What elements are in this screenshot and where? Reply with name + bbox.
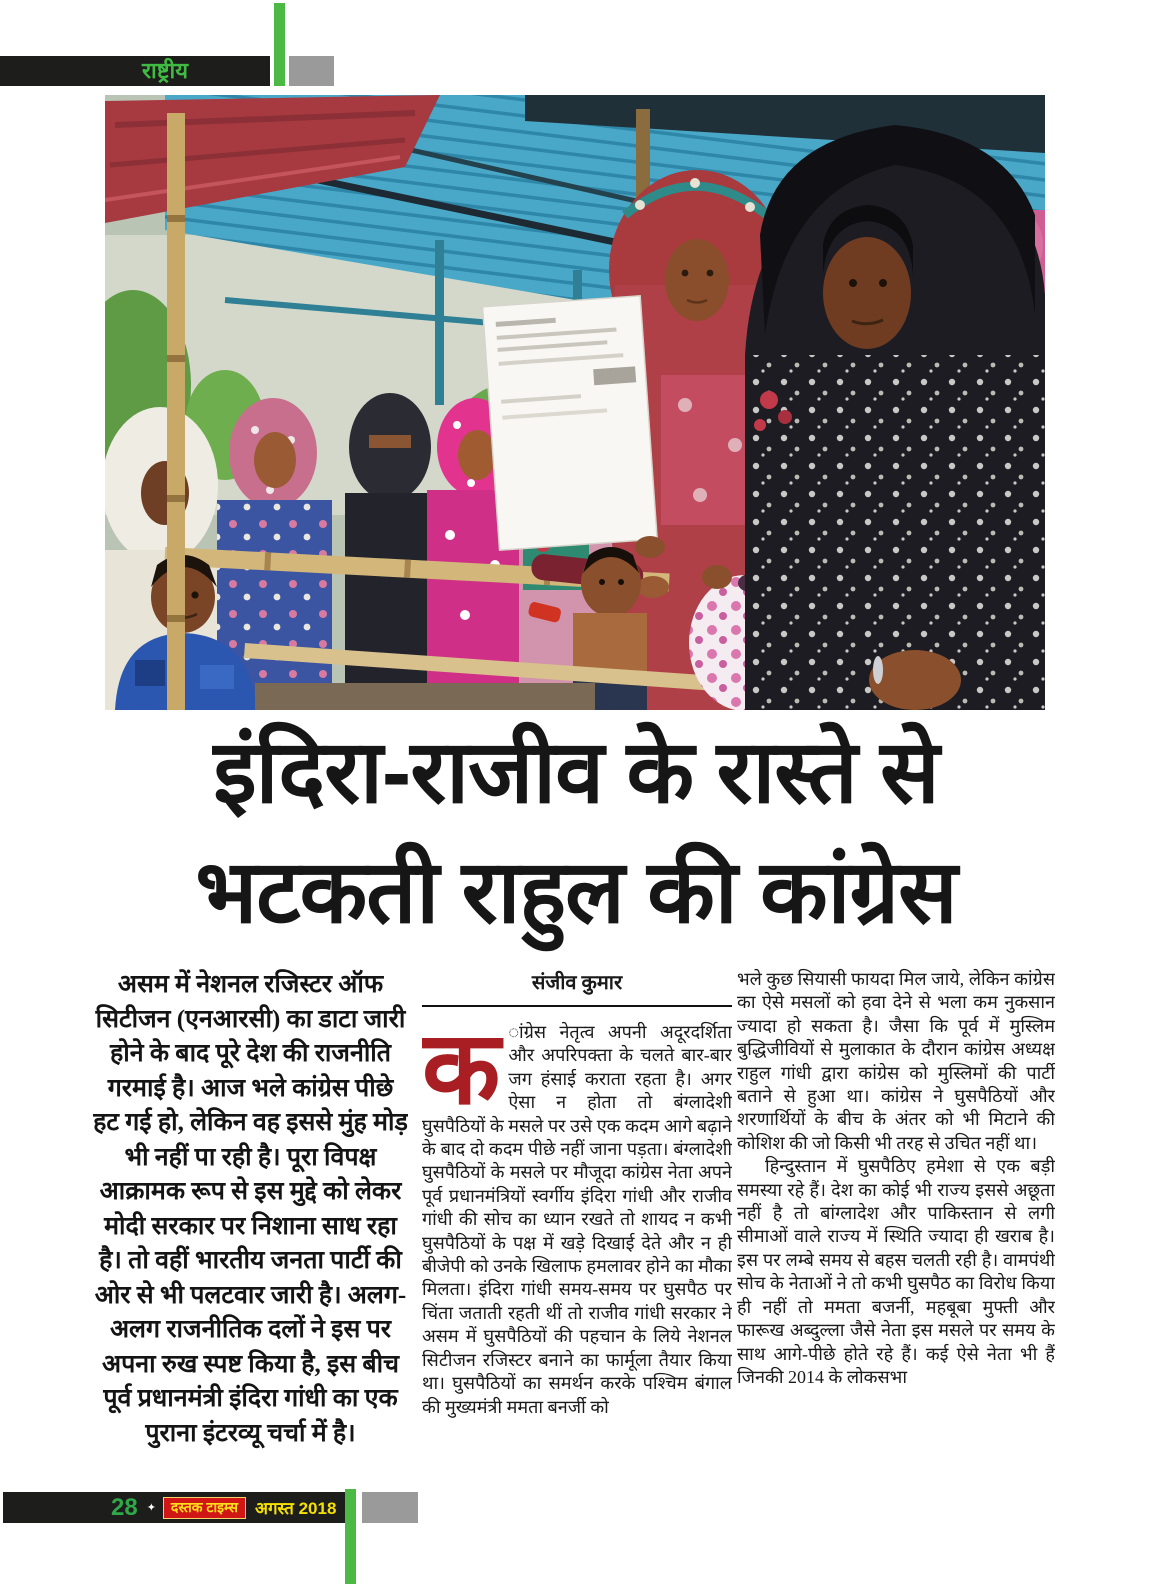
magazine-logo: दस्तक टाइम्स (163, 1497, 246, 1519)
gray-box-bottom (362, 1492, 418, 1523)
article-text-2: ांग्रेस नेतृत्व अपनी अदूरदर्शिता और अपरिपक्ता के चलते बार-बार जग हंसाई कराता रहता है। अगर ऐसा न होता तो बंग्लादेशी घुसपैठियों के मसले पर उसे एक कदम आगे बढ़ाने के बाद दो कदम पीछे नहीं जाना पड़ता। बंग्लादेशी घुसपैठियों के मसले पर मौजूदा कांग्रेस नेता अपने पूर्व प्रधानमंत्रियों स्वर्गीय इंदिरा गांधी और राजीव गांधी की सोच का ध्यान रखते तो शायद न कभी घुसपैठियों के पक्ष में खड़े दिखाई देते और न ही बीजेपी को उनके खिलाफ हमलावर होने का मौका मिलता। इंदिरा गांधी समय-समय पर घुसपैठ पर चिंता जताती रहती थीं तो राजीव गांधी सरकार ने असम में घुसपैठियों की पहचान के लिये नेशनल सिटीजन रजिस्टर बनाने का फार्मूला तैयार किया था। घुसपैठियों का समर्थन करके पश्चिम बंगाल की मुख्यमंत्री ममता बनर्जी को (422, 1022, 732, 1417)
footer-bar (3, 1492, 345, 1523)
intro-paragraph: असम में नेशनल रजिस्टर ऑफ सिटीजन (एनआरसी) का डाटा जारी होने के बाद पूरे देश की राजनीति गरमाई है। आज भले कांग्रेस पीछे हट गई हो, लेकिन वह इससे मुंह मोड़ भी नहीं पा रही है। पूरा विपक्ष आक्रामक रूप से इस मुद्दे को लेकर मोदी सरकार पर निशाना साध रहा है। तो वहीं भारतीय जनता पार्टी की ओर से भी पलटवार जारी है। अलग-अलग राजनीतिक दलों ने इस पर अपना रुख स्पष्ट किया है, इस बीच पूर्व प्रधानमंत्री इंदिरा गांधी का एक पुराना इंटरव्यू चर्चा में है। (93, 971, 408, 1447)
headline-line-2: भटकती राहुल की कांग्रेस (195, 842, 957, 941)
issue-date: अगस्त 2018 (255, 1499, 337, 1518)
accent-bar-top (274, 3, 285, 86)
photo-illustration (105, 95, 1045, 710)
article-photo (105, 95, 1045, 710)
article-text-3-para1: भले कुछ सियासी फायदा मिल जाये, लेकिन कांग्रेस का ऐसे मसलों को हवा देने से भला कम नुकसान ज्यादा हो सकता है। जैसा कि पूर्व में मुस्लिम बुद्धिजीवियों से मुलाकात के दौरान कांग्रेस अध्यक्ष राहुल गांधी द्वारा कांग्रेस को मुस्लिमों की पार्टी बताने से हुआ था। कांग्रेस ने घुसपैठियों और शरणार्थियों के बीच के अंतर को भी मिटाने की कोशिश की जो किसी भी तरह से उचित नहीं था। (737, 969, 1055, 1153)
byline: संजीव कुमार (422, 968, 732, 1007)
page-number: 28 (111, 1493, 138, 1521)
intro-column (93, 968, 408, 1473)
accent-bar-bottom (345, 1489, 356, 1584)
diamond-separator-icon: ✦ (146, 1502, 156, 1514)
gray-box-top (289, 56, 334, 86)
headline-line-1: इंदिरा-राजीव के रास्ते से (213, 722, 939, 821)
article-column-2 (422, 968, 732, 1473)
headline (0, 712, 1152, 952)
article-body-2 (422, 1011, 732, 1419)
section-header-bar (0, 56, 270, 86)
article-text-3-para2: हिन्दुस्तान में घुसपैठिए हमेशा से एक बड़ी समस्या रहे हैं। देश का कोई भी राज्य इससे अछूता नहीं है तो बांग्लादेश और पाकिस्तान से लगी सीमाओं वाले राज्य में स्थिति ज्यादा ही खराब है। इस पर लम्बे समय से बहस चलती रही है। वामपंथी सोच के नेताओं ने तो कभी घुसपैठ का विरोध किया ही नहीं तो ममता बजर्नी, महबूबा मुफ्ती और फारूख अब्दुल्ला जैसे नेता इस मसले पर समय के साथ आगे-पीछे होते रहे हैं। कई ऐसे नेता भी हैं जिनकी 2014 के लोकसभा (737, 1156, 1055, 1387)
drop-cap: क (422, 1011, 501, 1125)
article-column-3 (737, 968, 1055, 1473)
section-label: राष्ट्रीय (142, 58, 189, 83)
